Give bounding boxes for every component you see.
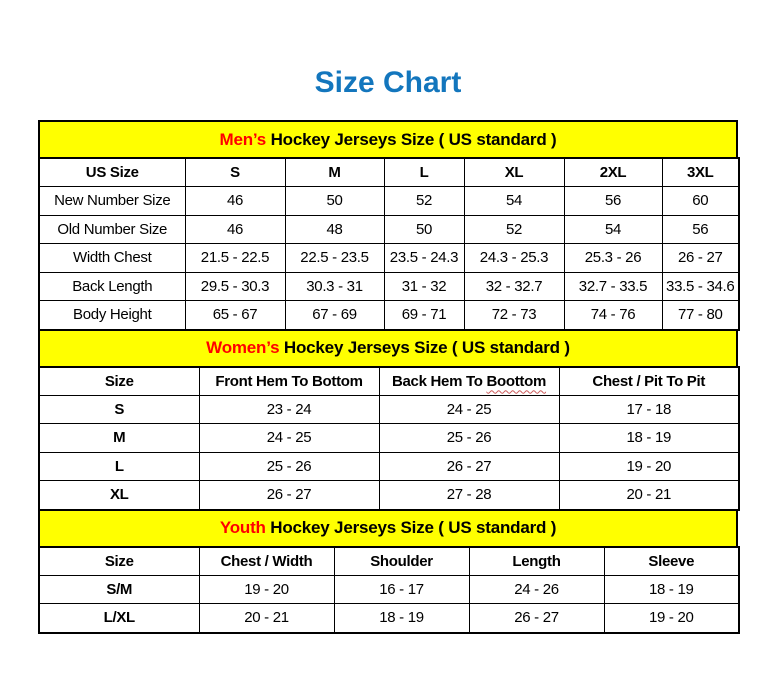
youth-banner-highlight: Youth bbox=[219, 518, 266, 537]
header-cell: Front Hem To Bottom bbox=[199, 367, 379, 396]
data-cell: 25 - 26 bbox=[379, 424, 559, 453]
data-cell: 25.3 - 26 bbox=[564, 244, 662, 273]
page-title: Size Chart bbox=[314, 66, 462, 99]
row-label-cell: M bbox=[39, 424, 199, 453]
data-cell: 69 - 71 bbox=[384, 301, 464, 330]
header-cell: Chest / Pit To Pit bbox=[559, 367, 739, 396]
row-label-cell: Body Height bbox=[39, 301, 185, 330]
header-cell: Shoulder bbox=[334, 547, 469, 576]
data-cell: 24 - 25 bbox=[379, 395, 559, 424]
data-cell: 32.7 - 33.5 bbox=[564, 272, 662, 301]
data-cell: 19 - 20 bbox=[199, 575, 334, 604]
data-cell: 52 bbox=[464, 215, 564, 244]
data-cell: 22.5 - 23.5 bbox=[285, 244, 384, 273]
header-cell: 3XL bbox=[662, 158, 739, 187]
data-cell: 77 - 80 bbox=[662, 301, 739, 330]
mens-size-table bbox=[38, 157, 740, 331]
data-cell: 18 - 19 bbox=[334, 604, 469, 633]
youth-header-row bbox=[39, 547, 739, 576]
table-row bbox=[39, 272, 739, 301]
mens-header-row bbox=[39, 158, 739, 187]
header-cell: 2XL bbox=[564, 158, 662, 187]
row-label-cell: Old Number Size bbox=[39, 215, 185, 244]
table-row bbox=[39, 395, 739, 424]
womens-banner-text: Hockey Jerseys Size ( US standard ) bbox=[279, 338, 570, 357]
row-label-cell: New Number Size bbox=[39, 187, 185, 216]
youth-banner-text: Hockey Jerseys Size ( US standard ) bbox=[265, 518, 557, 537]
mens-banner-highlight: Men’s bbox=[219, 129, 267, 149]
data-cell: 27 - 28 bbox=[379, 481, 559, 510]
data-cell: 46 bbox=[185, 215, 285, 244]
header-cell: Length bbox=[469, 547, 604, 576]
header-text: Back Hem To bbox=[391, 372, 487, 390]
womens-banner-highlight: Women’s bbox=[206, 338, 280, 357]
data-cell: 29.5 - 30.3 bbox=[185, 272, 285, 301]
data-cell: 24 - 25 bbox=[199, 424, 379, 453]
row-label-cell: S bbox=[39, 395, 199, 424]
table-row bbox=[39, 187, 739, 216]
data-cell: 31 - 32 bbox=[384, 272, 464, 301]
data-cell: 33.5 - 34.6 bbox=[662, 272, 739, 301]
row-label-cell: XL bbox=[39, 481, 199, 510]
youth-size-table bbox=[38, 546, 740, 634]
data-cell: 67 - 69 bbox=[285, 301, 384, 330]
header-cell: L bbox=[384, 158, 464, 187]
data-cell: 50 bbox=[285, 187, 384, 216]
data-cell: 48 bbox=[285, 215, 384, 244]
mens-banner-text: Hockey Jerseys Size ( US standard ) bbox=[266, 129, 557, 149]
data-cell: 26 - 27 bbox=[379, 452, 559, 481]
data-cell: 24 - 26 bbox=[469, 575, 604, 604]
womens-size-table bbox=[38, 366, 740, 511]
data-cell: 30.3 - 31 bbox=[285, 272, 384, 301]
data-cell: 23 - 24 bbox=[199, 395, 379, 424]
data-cell: 17 - 18 bbox=[559, 395, 739, 424]
header-cell: S bbox=[185, 158, 285, 187]
table-row bbox=[39, 424, 739, 453]
data-cell: 26 - 27 bbox=[199, 481, 379, 510]
data-cell: 26 - 27 bbox=[469, 604, 604, 633]
data-cell: 25 - 26 bbox=[199, 452, 379, 481]
table-row bbox=[39, 244, 739, 273]
header-cell: Sleeve bbox=[604, 547, 739, 576]
header-cell: XL bbox=[464, 158, 564, 187]
row-label-cell: Width Chest bbox=[39, 244, 185, 273]
size-tables-stack bbox=[38, 120, 738, 634]
data-cell: 19 - 20 bbox=[604, 604, 739, 633]
data-cell: 32 - 32.7 bbox=[464, 272, 564, 301]
data-cell: 52 bbox=[384, 187, 464, 216]
data-cell: 60 bbox=[662, 187, 739, 216]
data-cell: 74 - 76 bbox=[564, 301, 662, 330]
data-cell: 26 - 27 bbox=[662, 244, 739, 273]
header-cell: Size bbox=[39, 367, 199, 396]
womens-header-row bbox=[39, 367, 739, 396]
row-label-cell: L bbox=[39, 452, 199, 481]
data-cell: 20 - 21 bbox=[199, 604, 334, 633]
data-cell: 56 bbox=[564, 187, 662, 216]
table-row bbox=[39, 301, 739, 330]
data-cell: 16 - 17 bbox=[334, 575, 469, 604]
data-cell: 54 bbox=[564, 215, 662, 244]
data-cell: 54 bbox=[464, 187, 564, 216]
youth-section-banner bbox=[38, 509, 738, 548]
header-cell: M bbox=[285, 158, 384, 187]
table-row bbox=[39, 575, 739, 604]
data-cell: 50 bbox=[384, 215, 464, 244]
header-cell: Chest / Width bbox=[199, 547, 334, 576]
data-cell: 72 - 73 bbox=[464, 301, 564, 330]
womens-section-banner bbox=[38, 329, 738, 368]
misspelled-word: Boottom bbox=[486, 372, 547, 390]
table-row bbox=[39, 452, 739, 481]
table-row bbox=[39, 604, 739, 633]
data-cell: 24.3 - 25.3 bbox=[464, 244, 564, 273]
data-cell: 18 - 19 bbox=[559, 424, 739, 453]
row-label-cell: Back Length bbox=[39, 272, 185, 301]
data-cell: 56 bbox=[662, 215, 739, 244]
row-label-cell: L/XL bbox=[39, 604, 199, 633]
header-cell: US Size bbox=[39, 158, 185, 187]
row-label-cell: S/M bbox=[39, 575, 199, 604]
header-cell: Size bbox=[39, 547, 199, 576]
data-cell: 21.5 - 22.5 bbox=[185, 244, 285, 273]
data-cell: 18 - 19 bbox=[604, 575, 739, 604]
data-cell: 19 - 20 bbox=[559, 452, 739, 481]
table-row bbox=[39, 215, 739, 244]
mens-section-banner bbox=[38, 120, 738, 159]
data-cell: 65 - 67 bbox=[185, 301, 285, 330]
data-cell: 46 bbox=[185, 187, 285, 216]
data-cell: 20 - 21 bbox=[559, 481, 739, 510]
table-row bbox=[39, 481, 739, 510]
header-cell bbox=[379, 367, 559, 396]
data-cell: 23.5 - 24.3 bbox=[384, 244, 464, 273]
